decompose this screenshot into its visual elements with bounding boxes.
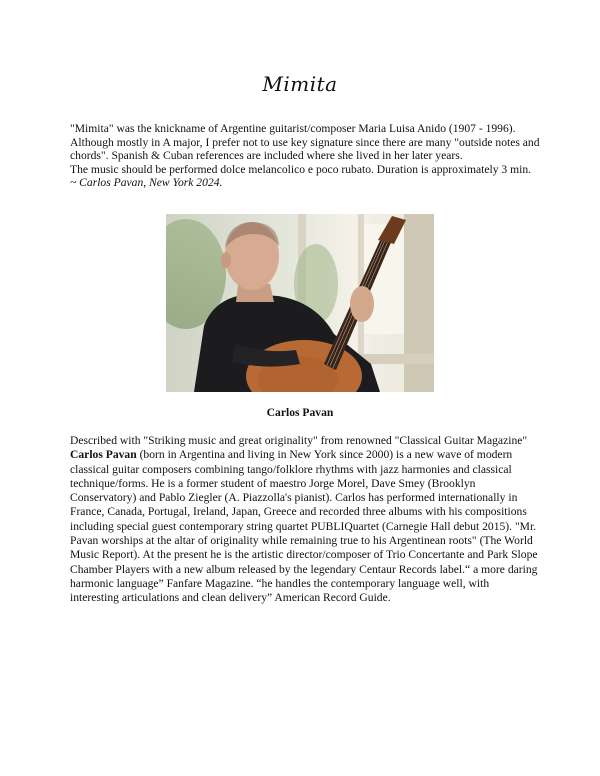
- bio-text: (born in Argentina and living in New York since 2000) is a new wave of modern classical guitar composers combining tango/folklore rhythms with jazz harmonies and classical technique/forms. He is a former student of maestro Jorge Morel, Dave Smey (Brooklyn Conservatory) and Pablo Ziegler (A. Piazzolla's pianist). Carlos has performed internationally in France, Canada, Portugal, Ireland, Japan, Greece and recorded three albums with his compositions including special guest contemporary string quartet PUBLIQuartet (Carnegie Hall debut 2015). "Mr. Pavan worships at the altar of originality while remaining true to his Argentinean roots" (The World Music Report). At the present he is the artistic director/composer of Trio Concertante and Park Slope Chamber Players with a new album released by the legendary Centaur Records label.“ a more daring harmonic language” Fanfare Magazine. “he handles the contemporary language well, with interesting articulations and clean delivery” American Record Guide.: [70, 448, 538, 605]
- window-frame: [404, 214, 434, 392]
- intro-line: [70, 163, 540, 190]
- photo-caption: Carlos Pavan: [266, 406, 334, 419]
- ear: [221, 252, 231, 268]
- bio-name: Carlos Pavan: [70, 448, 137, 462]
- intro-paragraph: [70, 122, 540, 190]
- bio-paragraph: [70, 434, 540, 606]
- composer-photo: [166, 214, 434, 392]
- intro-line-text: The music should be performed dolce melancolico e poco rubato. Duration is approximately 3 min.: [70, 162, 532, 176]
- guitarist-illustration: [166, 214, 434, 392]
- page-title: Mimita: [262, 72, 338, 96]
- fretting-hand: [350, 286, 374, 322]
- bio-text: Described with "Striking music and great originality" from renowned "Classical Guitar Magazine": [70, 434, 528, 447]
- intro-line: "Mimita" was the knickname of Argentine guitarist/composer Maria Luisa Anido (1907 - 1996).: [70, 122, 516, 135]
- intro-signature: ~ Carlos Pavan, New York 2024.: [70, 176, 223, 190]
- intro-line: Although mostly in A major, I prefer not to use key signature since there are many "outside notes and chords". Spanish & Cuban references are included where she lived in her later years.: [70, 135, 540, 163]
